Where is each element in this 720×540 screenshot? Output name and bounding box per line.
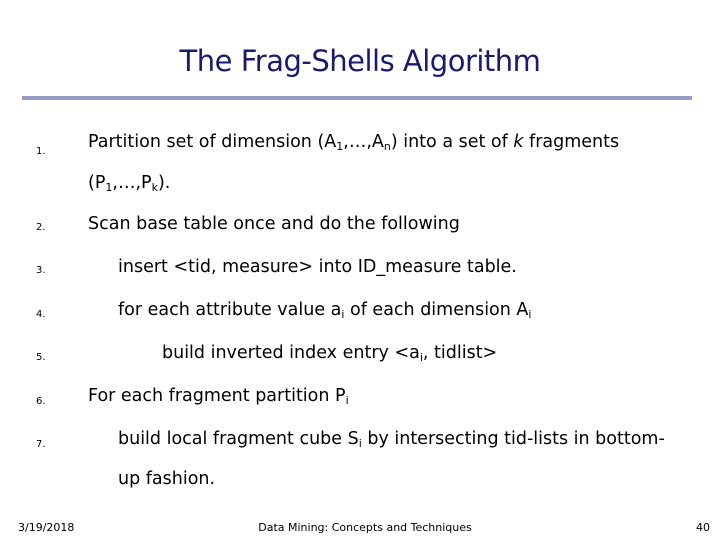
step-5-text: build inverted index entry $<a_i$, tidlist> (162, 343, 498, 364)
subscript: i (358, 437, 362, 450)
subscript: k (151, 181, 158, 194)
step-number: 6. (36, 396, 46, 407)
footer-date: 3/19/2018 (18, 521, 75, 534)
subscript: 1 (336, 140, 344, 153)
slide-title: The Frag-Shells Algorithm (179, 44, 541, 78)
subscript: i (528, 308, 532, 321)
step-2-text: Scan base table once and do the following (88, 214, 460, 234)
subscript: i (419, 351, 423, 364)
step-6-text: For each fragment partition $P_i$ (88, 386, 349, 407)
step-number: 3. (36, 265, 46, 276)
step-number: 4. (36, 309, 46, 320)
step-1-line-1: Partition set of dimension $(A_1,\dots,A_n)$ into a set of k fragments (88, 132, 620, 153)
page-number: 40 (696, 521, 710, 534)
subscript: i (345, 394, 349, 407)
step-number: 7. (36, 439, 46, 450)
title-divider (22, 96, 692, 100)
step-7-line-1: build local fragment cube $S_i$ by intersecting tid-lists in bottom- (118, 429, 665, 450)
footer-title: Data Mining: Concepts and Techniques (258, 521, 472, 534)
step-number: 2. (36, 222, 46, 233)
step-1-line-2: $(P_1,\dots,P_k)$. (88, 173, 171, 194)
subscript: n (383, 140, 391, 153)
step-3-text: insert <tid, measure> into ID_measure table. (118, 257, 517, 277)
step-number: 5. (36, 352, 46, 363)
step-7-line-2: up fashion. (118, 469, 216, 489)
subscript: 1 (105, 181, 113, 194)
step-number: 1. (36, 146, 46, 157)
italic-text: k (513, 132, 524, 152)
subscript: i (341, 308, 345, 321)
step-4-text: for each attribute value $a_i$ of each dimension $A_i$ (118, 300, 532, 321)
